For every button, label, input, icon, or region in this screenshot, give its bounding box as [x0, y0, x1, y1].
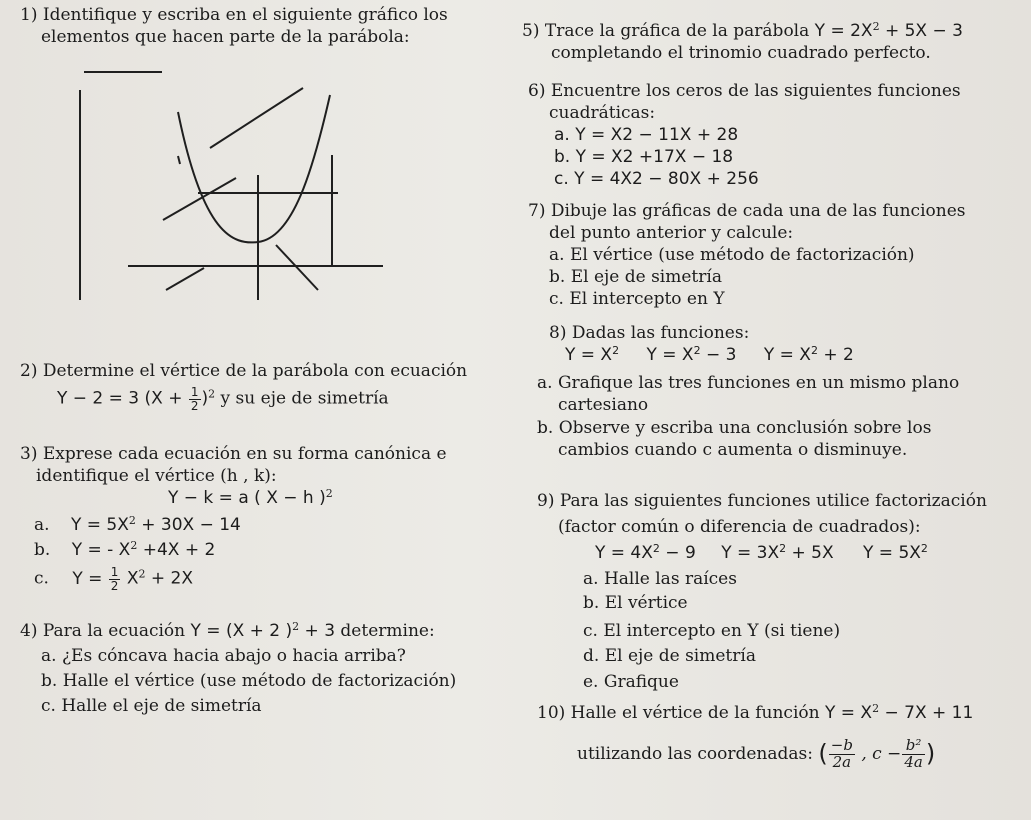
q3-c-frac-num: 1 [110, 565, 119, 579]
q9-line1: 9) Para las siguientes funciones utilice factorización [537, 491, 987, 511]
q8-f3-rest: + 2 [817, 345, 854, 366]
q9-item-a: a. Halle las raíces [583, 569, 737, 590]
q5-exp: 2 [872, 20, 880, 33]
q10-c2-num: b² [902, 738, 925, 755]
q4-item-c: c. Halle el eje de simetría [41, 696, 262, 717]
q5-line1-pre: 5) Trace la gráfica de la parábola [522, 21, 815, 41]
q10-line2 [537, 738, 973, 771]
question-3 [20, 443, 447, 509]
q3-c-eq1: Y = [72, 568, 103, 589]
q3-c-frac-den: 2 [110, 578, 119, 593]
q10-exp: 2 [872, 702, 880, 715]
q9-f2-rest: + 5X [786, 543, 834, 564]
q2-eq-post: ) [201, 388, 209, 409]
q3-b-label: b. [34, 540, 51, 560]
q6-line2: cuadráticas: [549, 103, 656, 124]
q9-f1-rest: − 9 [659, 543, 696, 564]
q9-item-b: b. El vértice [583, 593, 688, 614]
q8-item-b: b. Observe y escriba una conclusión sobre los [537, 418, 932, 439]
q9-f1: Y = 4X [595, 543, 653, 564]
q8-f3: Y = X [763, 345, 811, 366]
q2-tail: y su eje de simetría [215, 388, 389, 409]
q9-item-c: c. El intercepto en Y (si tiene) [583, 621, 841, 642]
q10-line1-pre: 10) Halle el vértice de la función [537, 703, 825, 723]
q7-line2: del punto anterior y calcule: [549, 223, 794, 244]
q8-item-a: a. Grafique las tres funciones en un mismo plano [537, 373, 960, 393]
q3-c-label: c. [34, 568, 49, 589]
question-10 [537, 702, 973, 771]
q3-c-exp: 2 [138, 567, 146, 581]
q5-eq1: Y = 2X [814, 21, 873, 41]
q3-a-eq2: + 30X − 14 [135, 515, 241, 535]
question-2 [20, 360, 467, 412]
q4-exp: 2 [292, 620, 300, 633]
q3-item-a [34, 514, 241, 536]
q8-line1: 8) Dadas las funciones: [549, 323, 750, 343]
q2-exp: 2 [208, 387, 216, 401]
q4-item-a: a. ¿Es cóncava hacia abajo o hacia arriba? [41, 646, 406, 667]
q9-f2-exp: 2 [779, 542, 787, 556]
q2-line1: 2) Determine el vértice de la parábola con ecuación [20, 361, 468, 381]
lower-left-diagonal [166, 268, 204, 290]
q9-f2: Y = 3X [721, 543, 780, 564]
q8-f2-rest: − 3 [700, 345, 737, 366]
q8-functions [549, 344, 854, 366]
q8-f1: Y = X [565, 345, 613, 366]
q5-line1 [522, 20, 963, 42]
q4-eq1: Y = (X + 2 ) [190, 621, 293, 641]
q4-line1 [20, 620, 456, 642]
q3-item-c [34, 566, 193, 592]
q10-close-paren: ) [925, 739, 936, 768]
q10-c2-den: 4a [904, 752, 923, 771]
q3-line1: 3) Exprese cada ecuación en su forma canónica e [20, 444, 447, 464]
q8-f2: Y = X [646, 345, 694, 366]
q7-item-c: c. El intercepto en Y [549, 289, 725, 310]
q6-line1: 6) Encuentre los ceros de las siguientes funciones [528, 81, 961, 101]
q10-line1 [537, 702, 973, 724]
q8-f3-exp: 2 [810, 344, 818, 358]
q10-eq2: − 7X + 11 [879, 703, 974, 723]
q3-canon-exp: 2 [325, 487, 333, 501]
tangent-line [210, 88, 303, 148]
q7-item-b: b. El eje de simetría [549, 267, 722, 288]
q3-c-eq2: X [121, 568, 139, 589]
q8-f1-exp: 2 [612, 344, 620, 358]
q2-fraction [189, 386, 201, 412]
q1-line1: 1) Identifique y escriba en el siguiente gráfico los [20, 5, 448, 25]
q8-items [537, 372, 959, 461]
q3-b-exp: 2 [130, 539, 138, 552]
q8-item-b-cont: cambios cuando c aumenta o disminuye. [558, 440, 908, 461]
q3-canon-text: Y − k = a ( X − h ) [168, 488, 326, 509]
q6-item-b: b. Y = X2 +17X − 18 [554, 147, 734, 168]
q9-item-d: d. El eje de simetría [583, 645, 756, 666]
q8-item-a-cont: cartesiano [558, 395, 649, 416]
q10-mid: , c − [855, 743, 902, 764]
q7-line1: 7) Dibuje las gráficas de cada una de las funciones [528, 201, 966, 221]
parabola-curve [178, 95, 330, 242]
q5-eq2: + 5X − 3 [879, 21, 963, 41]
q10-c1-num: −b [830, 736, 853, 755]
q3-c-fraction [109, 566, 121, 592]
q3-a-label: a. [34, 515, 50, 535]
q10-coord1-fraction [829, 738, 855, 771]
q9-f3-exp: 2 [920, 542, 928, 556]
question-5 [522, 20, 963, 64]
q3-a-exp: 2 [128, 514, 136, 527]
q3-b-eq2: +4X + 2 [137, 540, 216, 560]
lower-diagonal-line [276, 245, 318, 290]
q4-eq2: + 3 [299, 621, 336, 641]
q10-eq1: Y = X [824, 703, 873, 723]
diagonal-line [163, 178, 236, 220]
question-9 [537, 490, 987, 693]
question-1 [20, 4, 448, 48]
q2-frac-den: 2 [190, 398, 199, 413]
focus-tick [178, 156, 180, 164]
q3-b-eq1: Y = - X [71, 540, 131, 560]
q3-a-eq1: Y = 5X [70, 515, 129, 535]
parabola-diagram [68, 60, 388, 305]
q3-line2: identifique el vértice (h , k): [36, 466, 277, 487]
q2-frac-num: 1 [190, 385, 199, 400]
question-7 [528, 200, 965, 310]
q7-item-a: a. El vértice (use método de factorización) [549, 245, 915, 266]
q10-line2-text: utilizando las coordenadas: [577, 743, 819, 764]
q10-open-paren: ( [818, 739, 828, 768]
q9-f3: Y = 5X [863, 543, 921, 564]
q3-c-eq3: + 2X [145, 568, 194, 589]
question-4 [20, 620, 456, 717]
q9-f1-exp: 2 [652, 542, 660, 556]
q6-item-a: a. Y = X2 − 11X + 28 [554, 125, 739, 146]
q4-line1-post: determine: [335, 621, 435, 641]
question-8 [549, 322, 854, 366]
question-6 [528, 80, 961, 190]
q5-line2: completando el trinomio cuadrado perfecto. [551, 43, 931, 64]
q9-functions [537, 542, 987, 564]
q9-line2: (factor común o diferencia de cuadrados): [558, 517, 921, 538]
q4-item-b: b. Halle el vértice (use método de factorización) [41, 671, 457, 692]
q4-line1-pre: 4) Para la ecuación [20, 621, 191, 641]
q6-item-c: c. Y = 4X2 − 80X + 256 [554, 169, 759, 190]
q1-line2: elementos que hacen parte de la parábola: [41, 27, 410, 48]
q9-item-e: e. Grafique [583, 671, 679, 692]
q2-eq-pre: Y − 2 = 3 (X + [57, 388, 183, 409]
q3-item-b [34, 539, 215, 561]
q3-canonical [20, 487, 447, 509]
q10-c1-den: 2a [832, 752, 852, 771]
q10-coord2-fraction [902, 738, 925, 771]
q2-equation-line [20, 386, 467, 412]
q8-f2-exp: 2 [693, 344, 701, 358]
